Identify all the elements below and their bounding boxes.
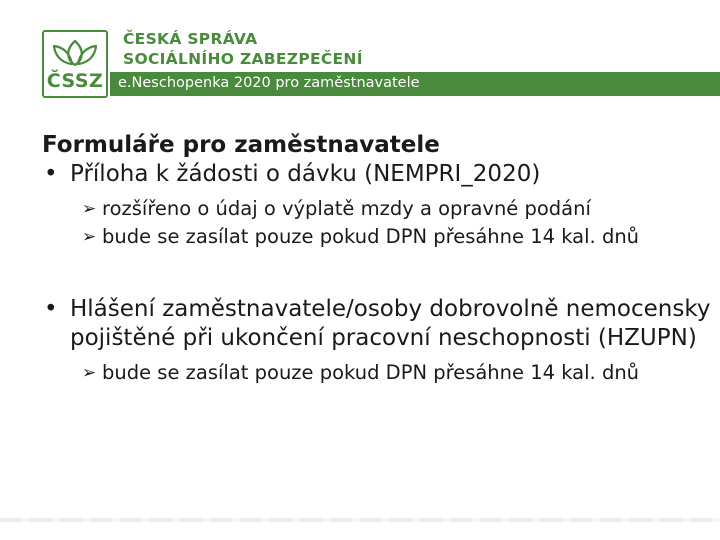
slide-content: [42, 130, 712, 387]
bullet-text: Příloha k žádosti o dávku (NEMPRI_2020): [70, 161, 541, 187]
arrow-bullet-icon: ➢: [82, 199, 97, 219]
sub-bullet-item: [42, 223, 712, 251]
sub-bullet-text: bude se zasílat pouze pokud DPN přesáhne 14 kal. dnů: [102, 225, 640, 248]
header-banner: [110, 72, 720, 96]
bullet-item: [42, 160, 712, 189]
bullet-dot-icon: •: [44, 296, 58, 322]
sub-bullet-item: [42, 195, 712, 223]
sub-bullet-text: bude se zasílat pouze pokud DPN přesáhne 14 kal. dnů: [102, 361, 640, 384]
bullet-dot-icon: •: [44, 161, 58, 187]
cssz-logo: [42, 30, 108, 98]
footer-divider: [0, 518, 720, 522]
logo-abbreviation: ČSSZ: [46, 70, 104, 92]
org-name-line1: ČESKÁ SPRÁVA: [123, 30, 258, 48]
arrow-bullet-icon: ➢: [82, 363, 97, 383]
banner-text: e.Neschopenka 2020 pro zaměstnavatele: [118, 75, 420, 91]
organization-name: [123, 29, 363, 69]
bullet-text: Hlášení zaměstnavatele/osoby dobrovolně nemocensky pojištěné při ukončení pracovní neschopnosti (HZUPN): [70, 296, 711, 351]
bullet-item: [42, 295, 712, 353]
arrow-bullet-icon: ➢: [82, 227, 97, 247]
slide-title: Formuláře pro zaměstnavatele: [42, 132, 440, 158]
leaf-emblem-icon: [50, 38, 100, 68]
sub-bullet-text: rozšířeno o údaj o výplatě mzdy a opravné podání: [102, 197, 591, 220]
sub-bullet-item: [42, 359, 712, 387]
org-name-line2: SOCIÁLNÍHO ZABEZPEČENÍ: [123, 50, 363, 68]
